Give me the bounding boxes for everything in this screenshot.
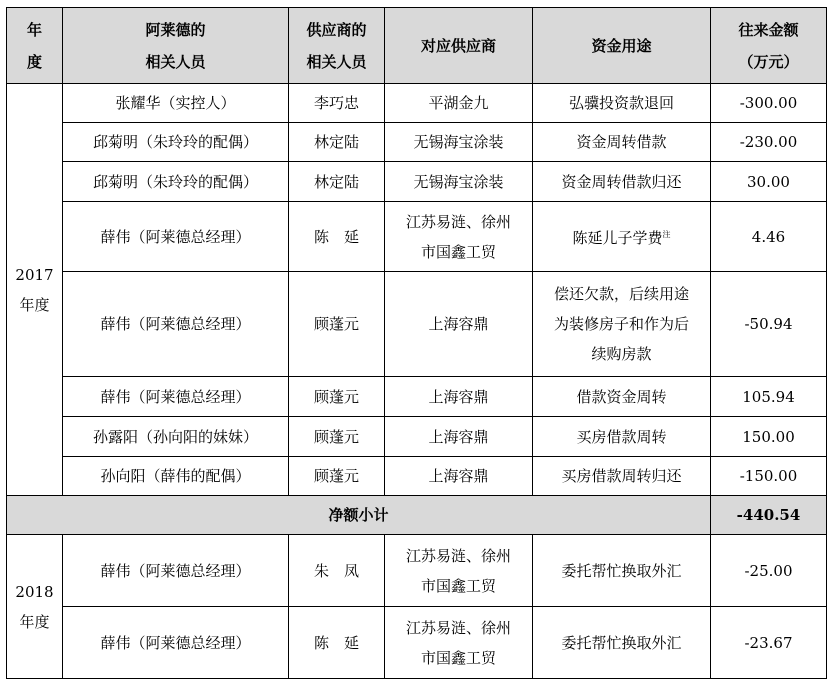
purpose-cell: 委托帮忙换取外汇 <box>533 535 711 607</box>
subtotal-row <box>7 496 827 535</box>
amount-cell: -150.00 <box>711 457 827 496</box>
table-row <box>7 272 827 377</box>
table-row <box>7 202 827 272</box>
table-row <box>7 457 827 496</box>
supplier-cell: 江苏易涟、徐州 市国鑫工贸 <box>385 607 533 679</box>
staff-cell: 孙向阳（薛伟的配偶） <box>63 457 289 496</box>
supplier-cell: 上海容鼎 <box>385 457 533 496</box>
staff-cell: 张耀华（实控人） <box>63 84 289 123</box>
supplier-cell: 上海容鼎 <box>385 377 533 417</box>
supplier-staff-cell: 顾蓬元 <box>289 417 385 457</box>
amount-cell: -300.00 <box>711 84 827 123</box>
staff-cell: 孙露阳（孙向阳的妹妹） <box>63 417 289 457</box>
footnote-marker: 注 <box>662 230 671 239</box>
purpose-cell: 陈延儿子学费$^注$ <box>533 202 711 272</box>
amount-cell: -23.67 <box>711 607 827 679</box>
header-amount: 往来金额 （万元） <box>711 8 827 84</box>
amount-cell: -25.00 <box>711 535 827 607</box>
purpose-cell: 资金周转借款 <box>533 123 711 162</box>
purpose-cell: 弘骥投资款退回 <box>533 84 711 123</box>
supplier-cell: 上海容鼎 <box>385 272 533 377</box>
table-row <box>7 607 827 679</box>
related-party-fund-table <box>6 7 827 679</box>
header-supplier: 对应供应商 <box>385 8 533 84</box>
purpose-cell: 买房借款周转 <box>533 417 711 457</box>
supplier-staff-cell: 陈 延 <box>289 202 385 272</box>
table-row <box>7 84 827 123</box>
header-staff: 阿莱德的 相关人员 <box>63 8 289 84</box>
table-row <box>7 162 827 202</box>
header-purpose: 资金用途 <box>533 8 711 84</box>
purpose-cell: 买房借款周转归还 <box>533 457 711 496</box>
subtotal-label: 净额小计 <box>7 496 711 535</box>
staff-cell: 薛伟（阿莱德总经理） <box>63 202 289 272</box>
amount-cell: 150.00 <box>711 417 827 457</box>
amount-cell: 4.46 <box>711 202 827 272</box>
purpose-cell: 委托帮忙换取外汇 <box>533 607 711 679</box>
supplier-staff-cell: 林定陆 <box>289 123 385 162</box>
subtotal-amount: -440.54 <box>711 496 827 535</box>
amount-cell: -230.00 <box>711 123 827 162</box>
supplier-staff-cell: 顾蓬元 <box>289 457 385 496</box>
table-row <box>7 123 827 162</box>
supplier-cell: 江苏易涟、徐州 市国鑫工贸 <box>385 202 533 272</box>
supplier-staff-cell: 顾蓬元 <box>289 377 385 417</box>
amount-cell: 30.00 <box>711 162 827 202</box>
supplier-staff-cell: 陈 延 <box>289 607 385 679</box>
supplier-cell: 上海容鼎 <box>385 417 533 457</box>
staff-cell: 薛伟（阿莱德总经理） <box>63 272 289 377</box>
supplier-staff-cell: 朱 凤 <box>289 535 385 607</box>
supplier-cell: 平湖金九 <box>385 84 533 123</box>
table-row <box>7 535 827 607</box>
purpose-cell: 资金周转借款归还 <box>533 162 711 202</box>
amount-cell: 105.94 <box>711 377 827 417</box>
header-supplier-staff: 供应商的 相关人员 <box>289 8 385 84</box>
staff-cell: 薛伟（阿莱德总经理） <box>63 535 289 607</box>
supplier-staff-cell: 李巧忠 <box>289 84 385 123</box>
year-cell-2017: 2017 年度 <box>7 84 63 496</box>
staff-cell: 薛伟（阿莱德总经理） <box>63 377 289 417</box>
supplier-cell: 无锡海宝涂装 <box>385 123 533 162</box>
table-row <box>7 377 827 417</box>
amount-cell: -50.94 <box>711 272 827 377</box>
header-year: 年 度 <box>7 8 63 84</box>
staff-cell: 邱菊明（朱玲玲的配偶） <box>63 162 289 202</box>
supplier-cell: 江苏易涟、徐州 市国鑫工贸 <box>385 535 533 607</box>
supplier-cell: 无锡海宝涂装 <box>385 162 533 202</box>
header-row <box>7 8 827 84</box>
table-row <box>7 417 827 457</box>
purpose-cell: 偿还欠款，后续用途 为装修房子和作为后 续购房款 <box>533 272 711 377</box>
supplier-staff-cell: 林定陆 <box>289 162 385 202</box>
purpose-cell: 借款资金周转 <box>533 377 711 417</box>
year-cell-2018: 2018 年度 <box>7 535 63 679</box>
supplier-staff-cell: 顾蓬元 <box>289 272 385 377</box>
staff-cell: 邱菊明（朱玲玲的配偶） <box>63 123 289 162</box>
staff-cell: 薛伟（阿莱德总经理） <box>63 607 289 679</box>
